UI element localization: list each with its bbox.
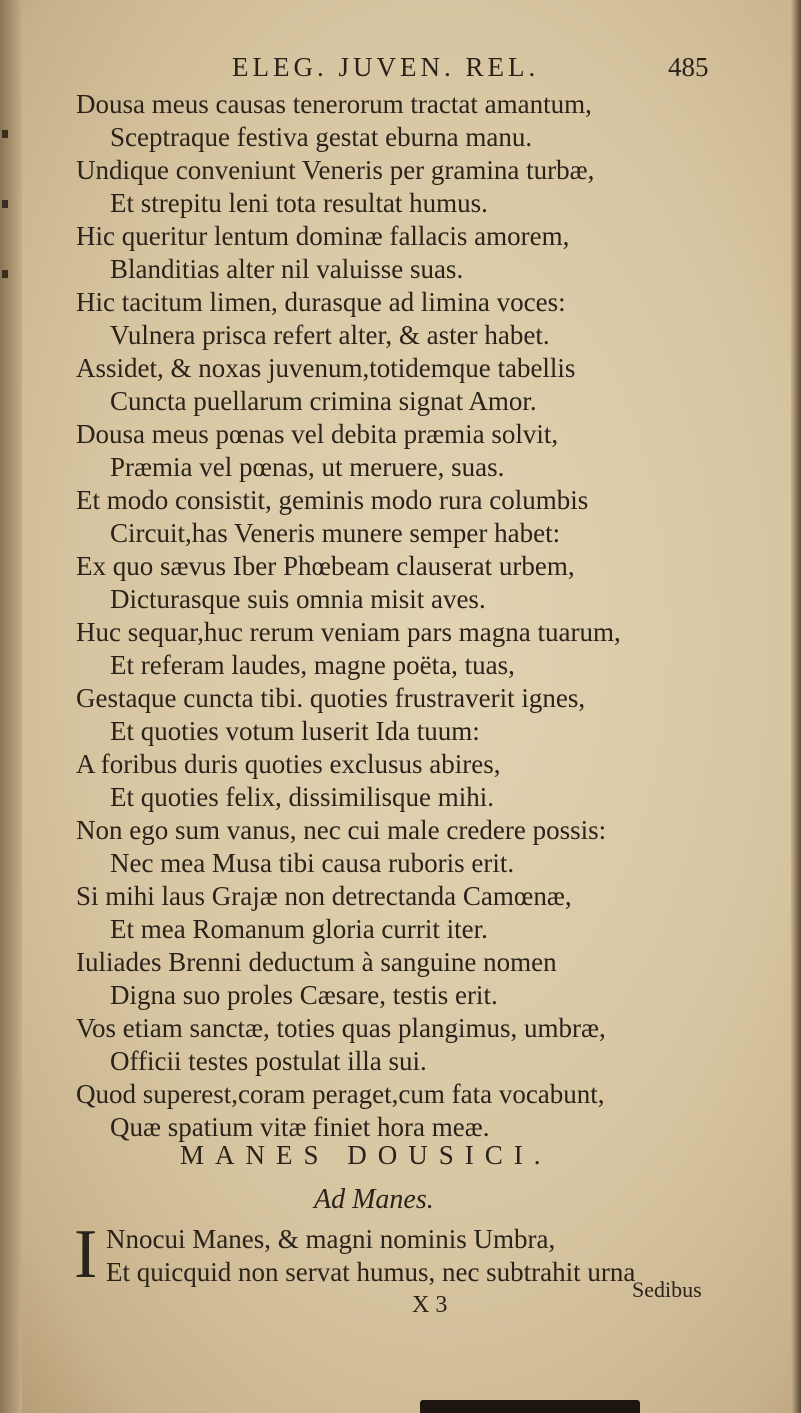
verse-line: Circuit,has Veneris munere semper habet: bbox=[110, 518, 561, 548]
verse-line: Non ego sum vanus, nec cui male credere possis: bbox=[76, 815, 607, 845]
section-subtitle: Ad Manes. bbox=[314, 1184, 434, 1215]
verse-line: Et quoties votum luserit Ida tuum: bbox=[110, 716, 480, 746]
verse-line: Vulnera prisca refert alter, & aster habet. bbox=[110, 320, 550, 350]
verse-line: Cuncta puellarum crimina signat Amor. bbox=[110, 386, 537, 416]
gutter-mark bbox=[2, 130, 8, 138]
binding-shadow bbox=[420, 1400, 640, 1413]
section-title: MANES DOUSICI. bbox=[180, 1140, 552, 1170]
verse-line: Et mea Romanum gloria currit iter. bbox=[110, 914, 488, 944]
verse-line: Quod superest,coram peraget,cum fata vocabunt, bbox=[76, 1079, 605, 1109]
catchword: Sedibus bbox=[632, 1277, 702, 1302]
verse-line: Sceptraque festiva gestat eburna manu. bbox=[110, 122, 533, 152]
verse-line: Nec mea Musa tibi causa ruboris erit. bbox=[110, 848, 515, 878]
verse-line: Digna suo proles Cæsare, testis erit. bbox=[110, 980, 498, 1010]
page-left-edge bbox=[0, 0, 22, 1413]
verse-line: Et strepitu leni tota resultat humus. bbox=[110, 188, 488, 218]
verse-line: Hic queritur lentum dominæ fallacis amorem, bbox=[76, 221, 570, 251]
verse-line: Assidet, & noxas juvenum,totidemque tabellis bbox=[76, 353, 576, 383]
verse-line: Vos etiam sanctæ, toties quas plangimus, umbræ, bbox=[76, 1013, 606, 1043]
verse-line: Officii testes postulat illa sui. bbox=[110, 1046, 427, 1076]
verse-line: Nnocui Manes, & magni nominis Umbra, bbox=[106, 1224, 556, 1254]
signature-mark: X 3 bbox=[412, 1292, 448, 1318]
page-right-edge bbox=[791, 0, 801, 1413]
drop-capital: I bbox=[74, 1216, 98, 1293]
verse-line: A foribus duris quoties exclusus abires, bbox=[76, 749, 501, 779]
verse-line: Ex quo sævus Iber Phœbeam clauserat urbem, bbox=[76, 551, 575, 581]
page-number: 485 bbox=[668, 52, 709, 82]
verse-line: Et referam laudes, magne poëta, tuas, bbox=[110, 650, 515, 680]
verse-line: Hic tacitum limen, durasque ad limina voces: bbox=[76, 287, 566, 317]
verse-line: Et quicquid non servat humus, nec subtrahit urna bbox=[106, 1257, 636, 1287]
verse-line: Huc sequar,huc rerum veniam pars magna tuarum, bbox=[76, 617, 621, 647]
verse-line: Præmia vel pœnas, ut meruere, suas. bbox=[110, 452, 505, 482]
verse-line: Dicturasque suis omnia misit aves. bbox=[110, 584, 486, 614]
verse-line: Quæ spatium vitæ finiet hora meæ. bbox=[110, 1112, 490, 1142]
verse-line: Undique conveniunt Veneris per gramina turbæ, bbox=[76, 155, 595, 185]
running-head: ELEG. JUVEN. REL. bbox=[232, 52, 540, 82]
gutter-mark bbox=[2, 200, 8, 208]
verse-line: Blanditias alter nil valuisse suas. bbox=[110, 254, 464, 284]
verse-line: Et modo consistit, geminis modo rura columbis bbox=[76, 485, 589, 515]
verse-line: Dousa meus pœnas vel debita præmia solvit, bbox=[76, 419, 559, 449]
verse-line: Et quoties felix, dissimilisque mihi. bbox=[110, 782, 494, 812]
verse-line: Dousa meus causas tenerorum tractat amantum, bbox=[76, 89, 592, 119]
verse-line: Si mihi laus Grajæ non detrectanda Camœnæ, bbox=[76, 881, 572, 911]
verse-line: Gestaque cuncta tibi. quoties frustraverit ignes, bbox=[76, 683, 586, 713]
verse-line: Iuliades Brenni deductum à sanguine nomen bbox=[76, 947, 557, 977]
gutter-mark bbox=[2, 270, 8, 278]
